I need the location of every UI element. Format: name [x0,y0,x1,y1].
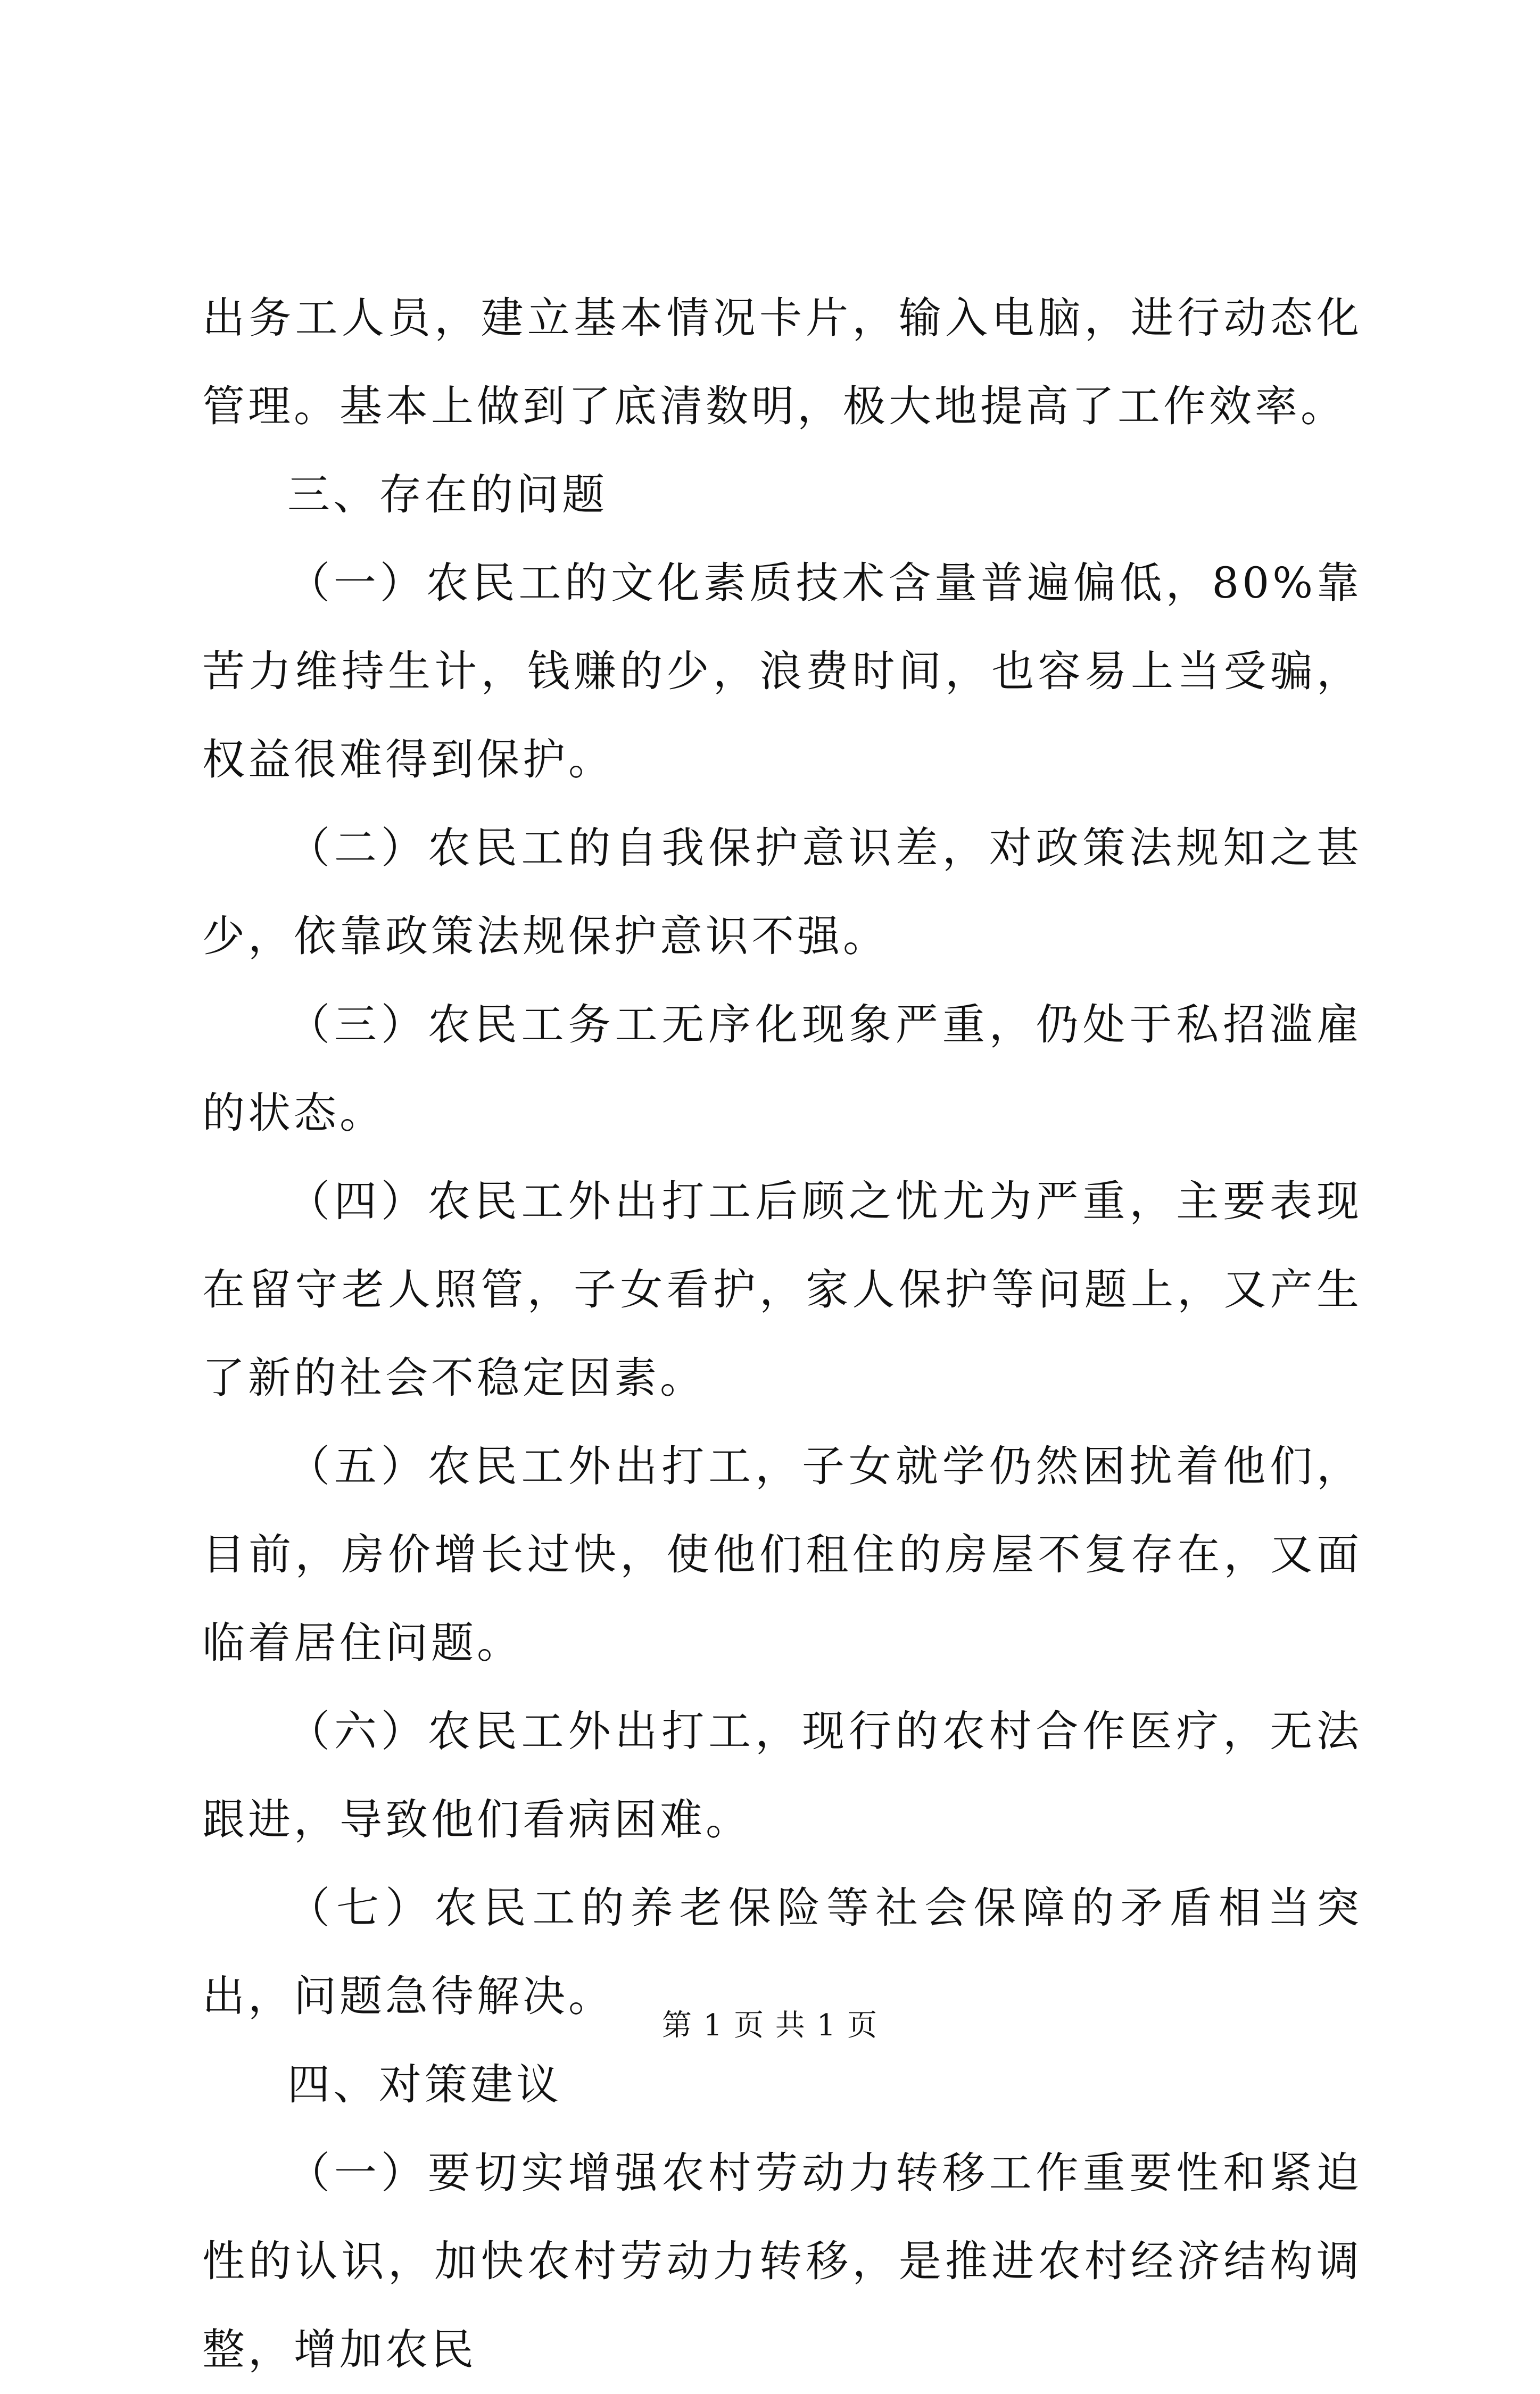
suggestion-item-1: （一）要切实增强农村劳动力转移工作重要性和紧迫性的认识，加快农村劳动力转移，是推进农村经济结构调整，增加农民 [202,2148,1362,2374]
problem-item-3: （三）农民工务工无序化现象严重，仍处于私招滥雇的状态。 [202,1000,1362,1138]
paragraph-continuation: 出务工人员，建立基本情况卡片，输入电脑，进行动态化管理。基本上做到了底清数明，极大地提高了工作效率。 [202,293,1362,431]
problem-item-7: （七）农民工的养老保险等社会保障的矛盾相当突出，问题急待解决。 [202,1883,1362,2021]
page-footer: 第 1 页 共 1 页 [661,2008,879,2043]
section-heading-problems: 三、存在的问题 [287,470,608,519]
problem-item-1: （一）农民工的文化素质技术含量普遍偏低，80%靠苦力维持生计，钱赚的少，浪费时间，也容易上当受骗，权益很难得到保护。 [202,558,1362,784]
problem-item-6: （六）农民工外出打工，现行的农村合作医疗，无法跟进，导致他们看病困难。 [202,1707,1362,1844]
section-heading-suggestions: 四、对策建议 [287,2060,562,2109]
problem-item-2: （二）农民工的自我保护意识差，对政策法规知之甚少，依靠政策法规保护意识不强。 [202,823,1362,961]
problem-item-5: （五）农民工外出打工，子女就学仍然困扰着他们，目前，房价增长过快，使他们租住的房屋不复存在，又面临着居住问题。 [202,1442,1362,1668]
document-body [202,274,1362,2394]
problem-item-4: （四）农民工外出打工后顾之忧尤为严重，主要表现在留守老人照管，子女看护，家人保护等问题上，又产生了新的社会不稳定因素。 [202,1177,1362,1403]
